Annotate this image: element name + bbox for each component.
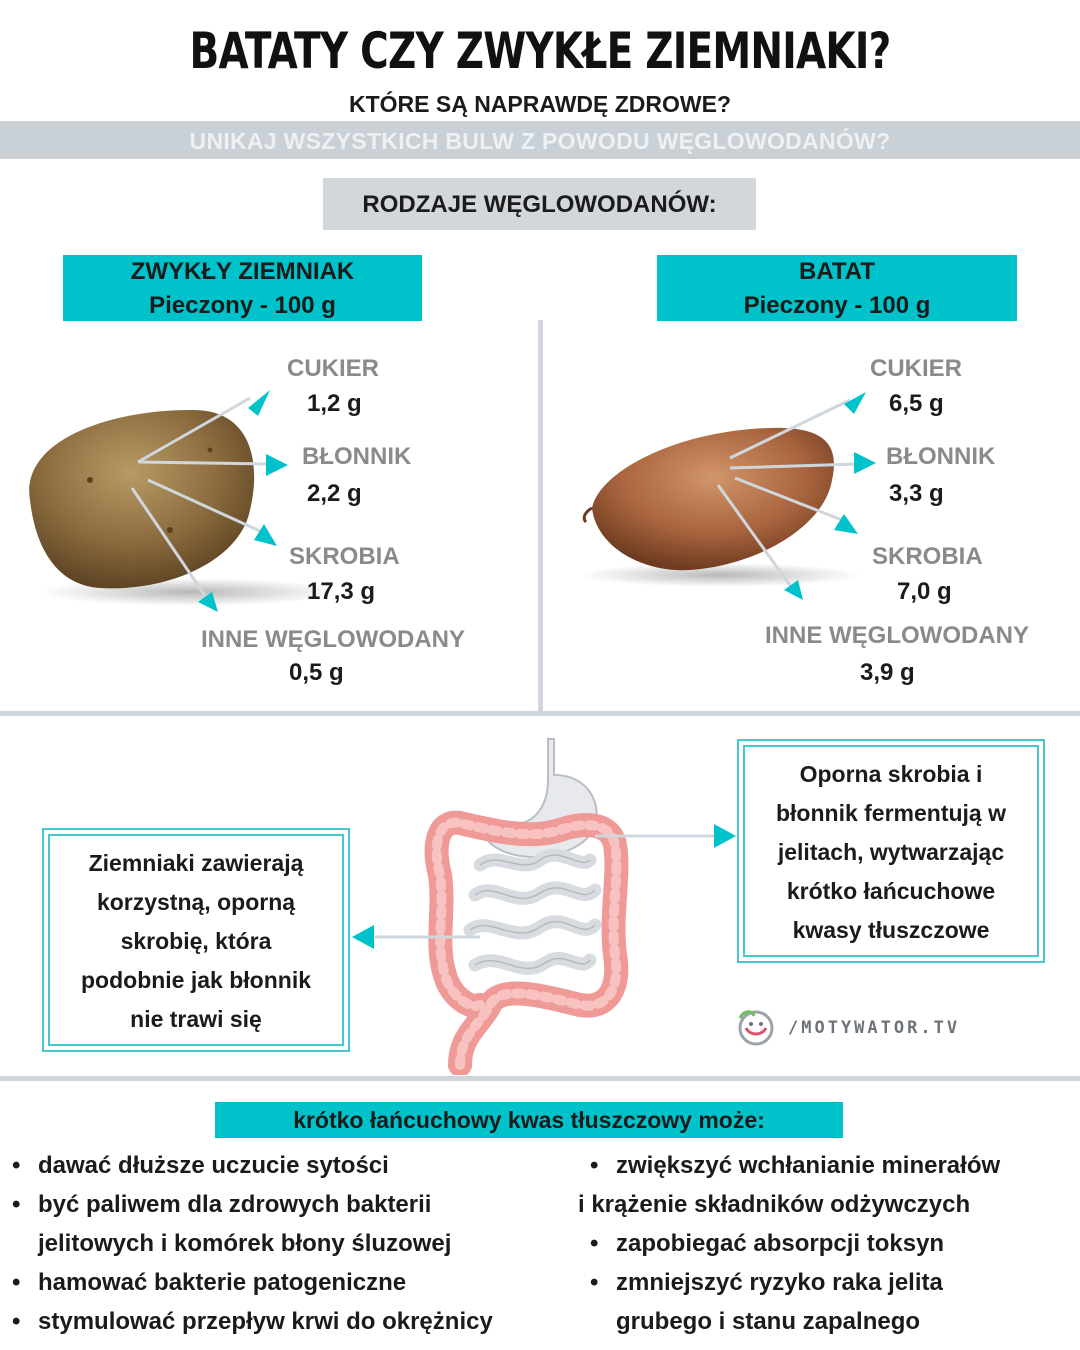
potato-fiber-label: BŁONNIK: [302, 443, 412, 470]
sweet-potato-other-label: INNE WĘGLOWODANY: [765, 622, 1029, 649]
potato-serving: Pieczony - 100 g: [149, 292, 336, 319]
potato-starch-label: SKROBIA: [289, 543, 400, 570]
sweet-potato-header: [657, 255, 1017, 321]
benefit-item: • zwiększyć wchłanianie minerałów: [616, 1152, 1000, 1180]
sweet-potato-fiber-label: BŁONNIK: [886, 443, 996, 470]
potato-other-value: 0,5 g: [289, 659, 344, 686]
motywator-logo-text: /MOTYWATOR.TV: [788, 1018, 961, 1038]
benefit-item: • zapobiegać absorpcji toksyn: [616, 1230, 944, 1258]
right-box-line: Oporna skrobia i: [799, 761, 983, 787]
left-box-line: korzystną, oporną: [96, 889, 296, 915]
section-divider-top: [0, 711, 1080, 716]
section-divider-bottom: [0, 1076, 1080, 1081]
potato-sugar-label: CUKIER: [287, 355, 380, 382]
sweet-potato-other-value: 3,9 g: [860, 659, 915, 686]
benefits-heading: krótko łańcuchowy kwas tłuszczowy może:: [215, 1102, 843, 1138]
potato-image: [29, 410, 340, 606]
right-box-line: kwasy tłuszczowe: [792, 917, 990, 943]
potato-sugar-value: 1,2 g: [307, 390, 362, 417]
right-box-line: jelitach, wytwarzając: [777, 839, 1005, 865]
question-banner-text: UNIKAJ WSZYSTKICH BULW Z POWODU WĘGLOWODANÓW?: [189, 128, 891, 154]
benefit-item: • dawać dłuższe uczucie sytości: [38, 1152, 389, 1180]
sweet-potato-starch-value: 7,0 g: [897, 578, 952, 605]
left-box-line: nie trawi się: [130, 1006, 262, 1032]
benefit-item: • być paliwem dla zdrowych bakterii: [38, 1191, 431, 1219]
potato-fiber-value: 2,2 g: [307, 480, 362, 507]
fermentation-box: [737, 739, 1045, 963]
motywator-logo-icon: [732, 1006, 780, 1048]
sweet-potato-image: [580, 428, 860, 587]
sweet-potato-sugar-label: CUKIER: [870, 355, 963, 382]
benefit-item: • stymulować przepływ krwi do okrężnicy: [38, 1308, 493, 1336]
benefit-item: • zmniejszyć ryzyko raka jelita: [616, 1269, 943, 1297]
right-box-line: błonnik fermentują w: [775, 800, 1007, 826]
page-title: BATATY CZY ZWYKŁE ZIEMNIAKI?: [189, 22, 891, 80]
benefit-item-continued: i krążenie składników odżywczych: [578, 1191, 971, 1218]
left-box-line: skrobię, która: [120, 928, 272, 954]
potato-starch-value: 17,3 g: [307, 578, 376, 605]
pointer-arrows: [340, 815, 740, 955]
question-banner: [0, 121, 1080, 159]
benefit-item: • hamować bakterie patogeniczne: [38, 1269, 406, 1297]
sweet-potato-fiber-value: 3,3 g: [889, 480, 944, 507]
right-box-line: krótko łańcuchowe: [786, 878, 996, 904]
left-box-line: Ziemniaki zawierają: [88, 850, 304, 876]
benefit-item-continued: jelitowych i komórek błony śluzowej: [38, 1230, 452, 1257]
sweet-potato-name: BATAT: [799, 258, 875, 285]
potato-name: ZWYKŁY ZIEMNIAK: [130, 258, 355, 285]
potato-other-label: INNE WĘGLOWODANY: [201, 626, 465, 653]
sweet-potato-starch-label: SKROBIA: [872, 543, 983, 570]
page-subtitle: KTÓRE SĄ NAPRAWDĘ ZDROWE?: [348, 91, 732, 117]
sweet-potato-sugar-value: 6,5 g: [889, 390, 944, 417]
benefit-item-continued: grubego i stanu zapalnego: [616, 1308, 921, 1335]
left-box-line: podobnie jak błonnik: [81, 967, 311, 993]
carb-types-heading: RODZAJE WĘGLOWODANÓW:: [323, 178, 756, 230]
sweet-potato-serving: Pieczony - 100 g: [743, 292, 931, 319]
resistant-starch-box: [42, 828, 350, 1052]
potato-header: [63, 255, 422, 321]
